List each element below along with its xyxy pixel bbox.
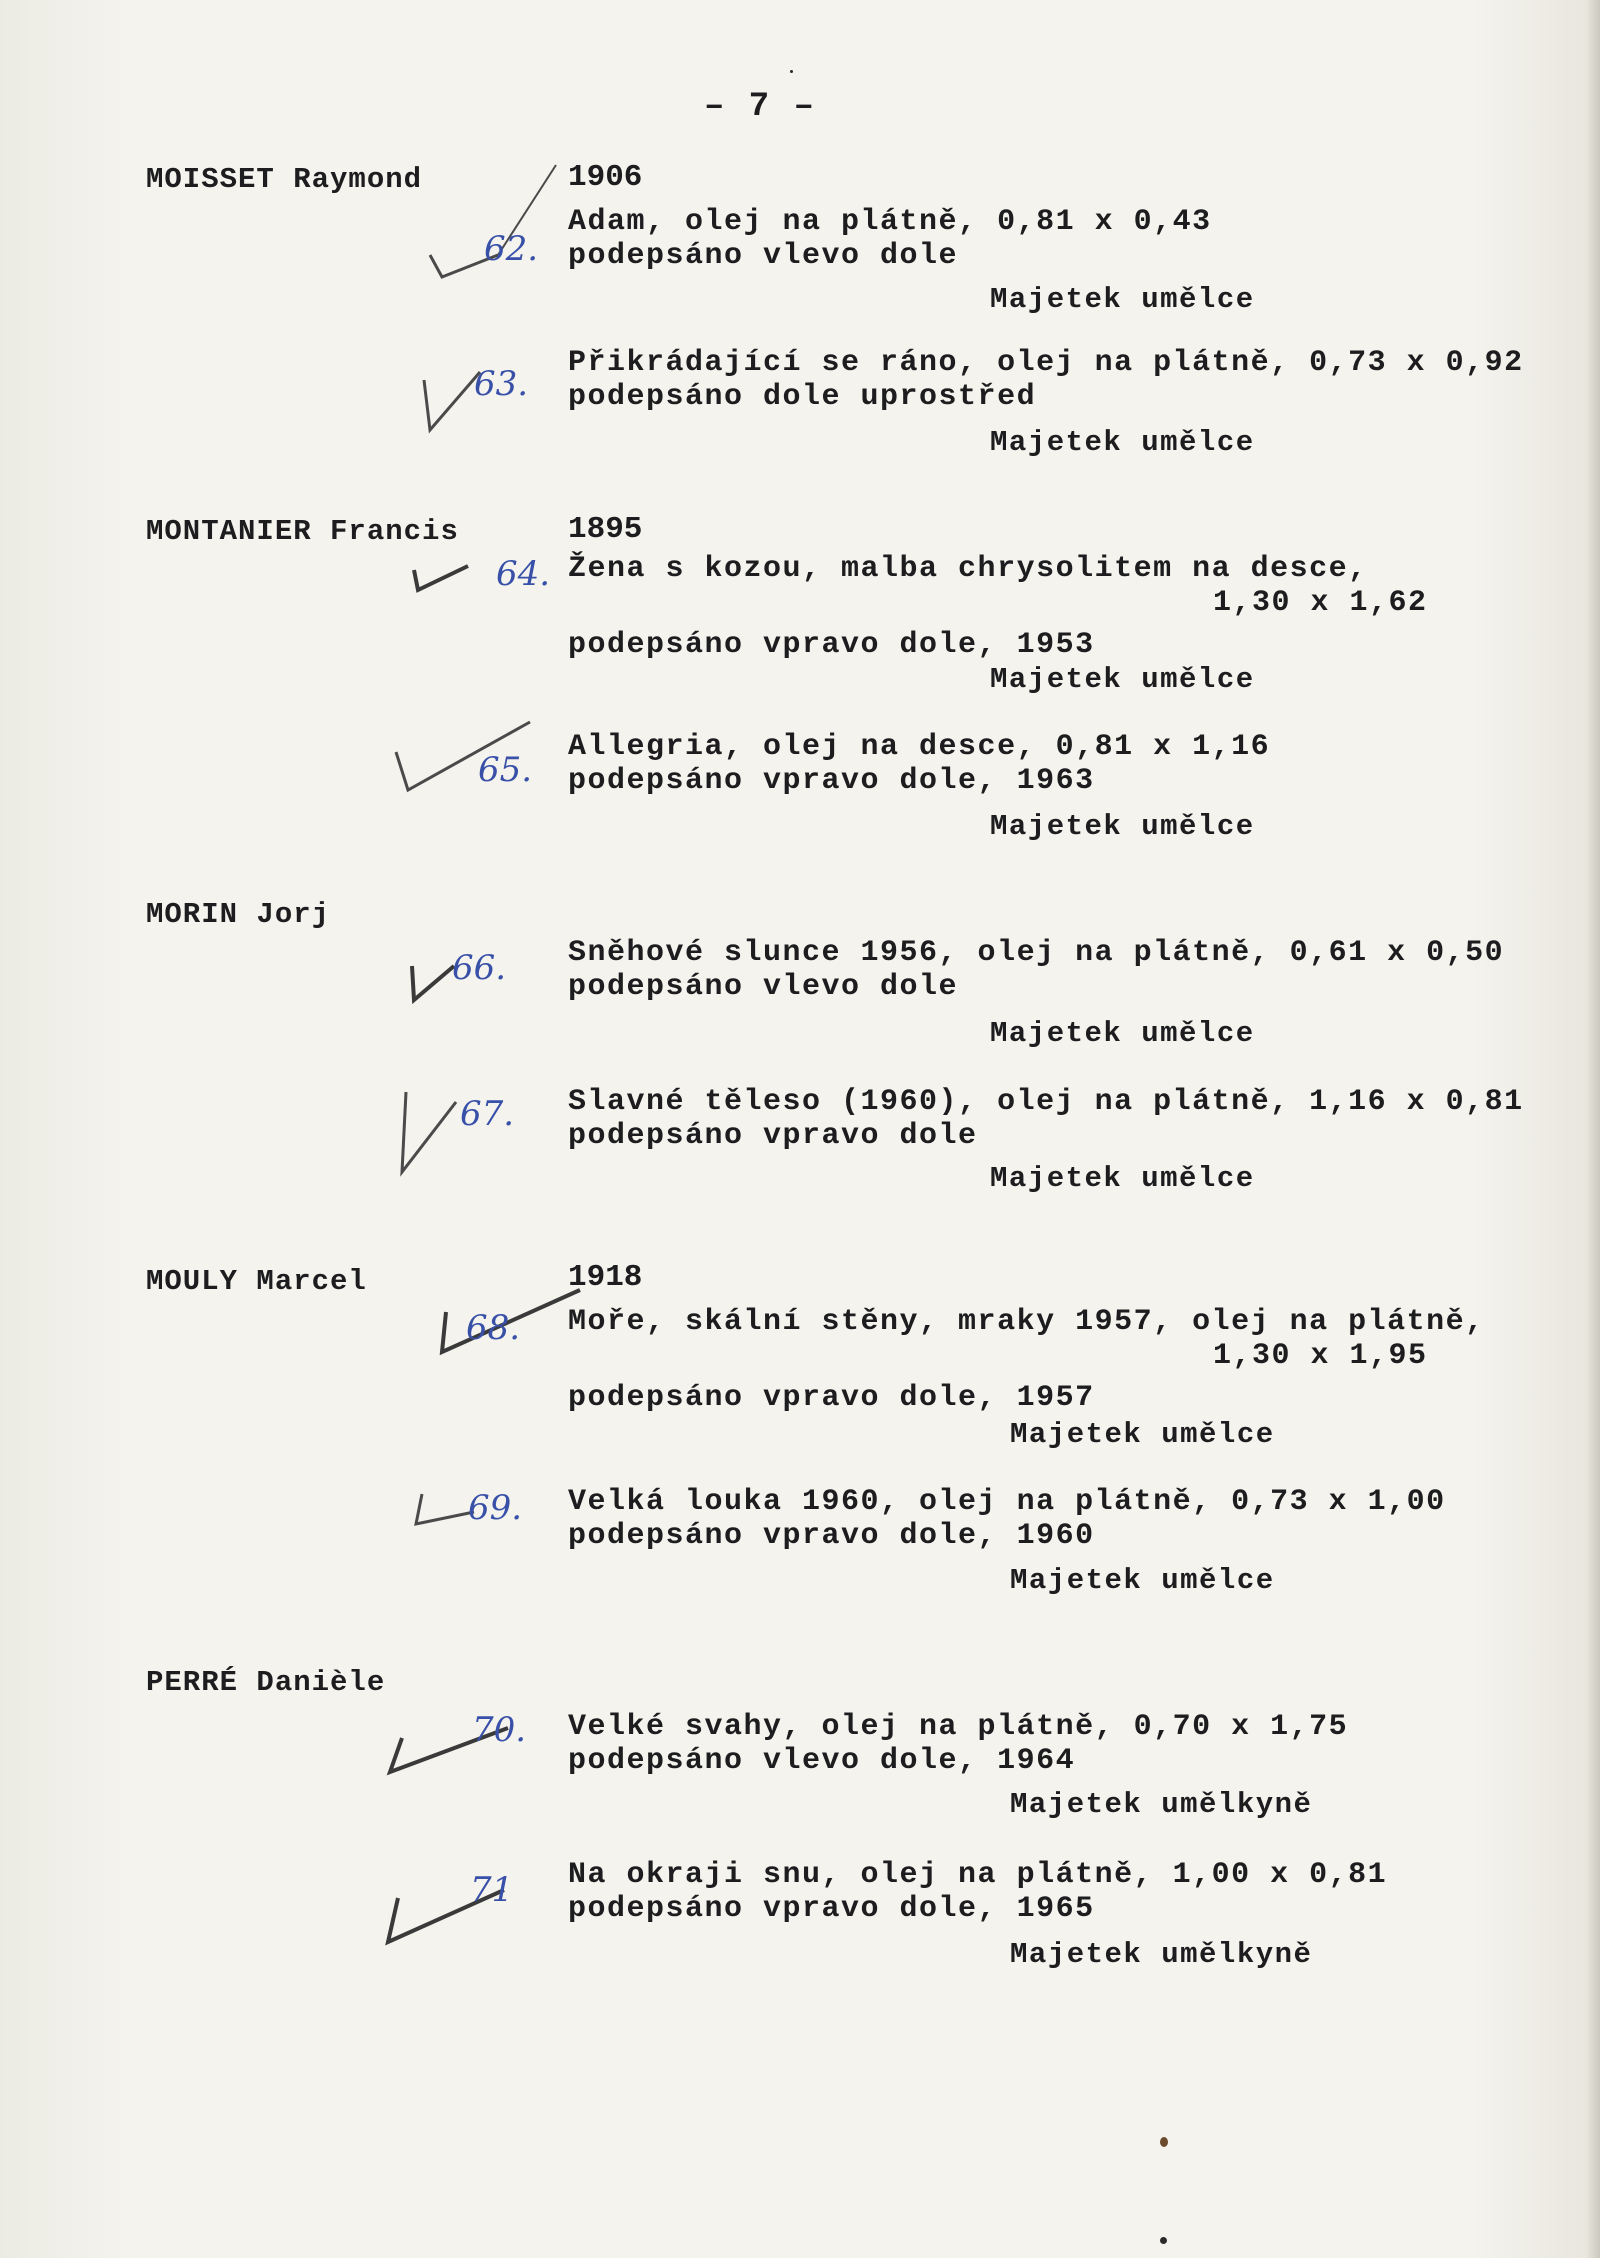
- artwork-signed: podepsáno vpravo dole, 1957: [568, 1381, 1095, 1415]
- artwork-owner: Majetek umělce: [1010, 1418, 1275, 1451]
- artwork-entry: [568, 205, 1212, 273]
- artwork-title-line: Přikrádající se ráno, olej na plátně, 0,73 x 0,92: [568, 346, 1524, 380]
- artwork-owner: Majetek umělce: [990, 283, 1255, 316]
- paper-speck: [1160, 2237, 1167, 2244]
- artwork-signed: podepsáno vlevo dole, 1964: [568, 1744, 1076, 1778]
- artwork-owner: Majetek umělce: [990, 1017, 1255, 1050]
- handwritten-checkmark: [414, 1482, 554, 1572]
- artwork-owner: Majetek umělce: [1010, 1564, 1275, 1597]
- artwork-title-line: Allegria, olej na desce, 0,81 x 1,16: [568, 730, 1271, 764]
- artwork-title-line: Adam, olej na plátně, 0,81 x 0,43: [568, 205, 1212, 239]
- catalog-number: 64.: [496, 554, 551, 594]
- catalog-number: 68.: [466, 1308, 521, 1348]
- artwork-owner: Majetek umělce: [990, 1162, 1255, 1195]
- artwork-owner: Majetek umělce: [990, 426, 1255, 459]
- artwork-entry: [568, 1305, 1485, 1415]
- artwork-signed: podepsáno vpravo dole, 1963: [568, 764, 1095, 798]
- handwritten-checkmark: [426, 215, 566, 305]
- handwritten-checkmark: [440, 1290, 580, 1380]
- artwork-signed: podepsáno vpravo dole, 1965: [568, 1892, 1095, 1926]
- artist-name: MOULY Marcel: [146, 1265, 367, 1298]
- paper-speck: [1160, 2137, 1168, 2147]
- handwritten-checkmark: [408, 548, 551, 638]
- handwritten-checkmark: [388, 1700, 528, 1790]
- artist-name: PERRÉ Danièle: [146, 1666, 386, 1699]
- artwork-signed: podepsáno vpravo dole, 1960: [568, 1519, 1095, 1553]
- handwritten-checkmark: [404, 938, 544, 1028]
- handwritten-checkmark: [416, 350, 556, 440]
- artwork-title-line: Žena s kozou, malba chrysolitem na desce,: [568, 552, 1368, 586]
- catalog-number: 66.: [452, 948, 507, 988]
- artist-birth-year: 1906: [568, 160, 643, 195]
- paper-speck: [790, 70, 793, 73]
- artist-name: MONTANIER Francis: [146, 515, 459, 548]
- artwork-title-line: Moře, skální stěny, mraky 1957, olej na plátně,: [568, 1305, 1485, 1339]
- artwork-owner: Majetek umělkyně: [1010, 1788, 1313, 1821]
- catalog-number: 65.: [478, 750, 533, 790]
- handwritten-checkmark: [384, 1862, 524, 1952]
- artist-name: MOISSET Raymond: [146, 163, 423, 196]
- artwork-owner: Majetek umělce: [990, 810, 1255, 843]
- artwork-title-line: Velké svahy, olej na plátně, 0,70 x 1,75: [568, 1710, 1349, 1744]
- artist-birth-year: 1895: [568, 512, 643, 547]
- handwritten-checkmark: [390, 722, 533, 812]
- artist-birth-year: 1918: [568, 1260, 643, 1295]
- artwork-entry: [568, 552, 1428, 662]
- artwork-signed: podepsáno dole uprostřed: [568, 380, 1037, 414]
- artwork-entry: [568, 346, 1524, 414]
- catalog-number: 63.: [474, 364, 529, 404]
- artwork-signed: podepsáno vpravo dole, 1953: [568, 628, 1095, 662]
- artwork-title-line: Sněhové slunce 1956, olej na plátně, 0,61 x 0,50: [568, 936, 1505, 970]
- artist-name: MORIN Jorj: [146, 898, 331, 931]
- artwork-entry: [568, 1085, 1524, 1153]
- artwork-title-line: Velká louka 1960, olej na plátně, 0,73 x 1,00: [568, 1485, 1446, 1519]
- artwork-title-line: Slavné těleso (1960), olej na plátně, 1,16 x 0,81: [568, 1085, 1524, 1119]
- artwork-owner: Majetek umělce: [990, 663, 1255, 696]
- artwork-owner: Majetek umělkyně: [1010, 1938, 1313, 1971]
- artwork-signed: podepsáno vpravo dole: [568, 1119, 978, 1153]
- paper-edge-shadow: [1586, 0, 1600, 2258]
- catalog-number: 67.: [460, 1094, 515, 1134]
- artwork-signed: podepsáno vlevo dole: [568, 239, 959, 273]
- catalog-number: 69.: [468, 1488, 523, 1528]
- artwork-entry: [568, 730, 1270, 798]
- artwork-signed: podepsáno vlevo dole: [568, 970, 959, 1004]
- handwritten-checkmark: [396, 1082, 536, 1172]
- page-number: – 7 –: [703, 88, 817, 126]
- artwork-dimensions: 1,30 x 1,95: [1213, 1339, 1428, 1373]
- artwork-entry: [568, 1710, 1348, 1778]
- artwork-entry: [568, 936, 1504, 1004]
- artwork-entry: [568, 1858, 1387, 1926]
- artwork-dimensions: 1,30 x 1,62: [1213, 586, 1428, 620]
- catalog-number: 62.: [484, 229, 539, 269]
- artwork-title-line: Na okraji snu, olej na plátně, 1,00 x 0,81: [568, 1858, 1388, 1892]
- catalog-number: 71: [470, 1870, 514, 1910]
- catalog-number: 70.: [472, 1710, 527, 1750]
- artwork-entry: [568, 1485, 1446, 1553]
